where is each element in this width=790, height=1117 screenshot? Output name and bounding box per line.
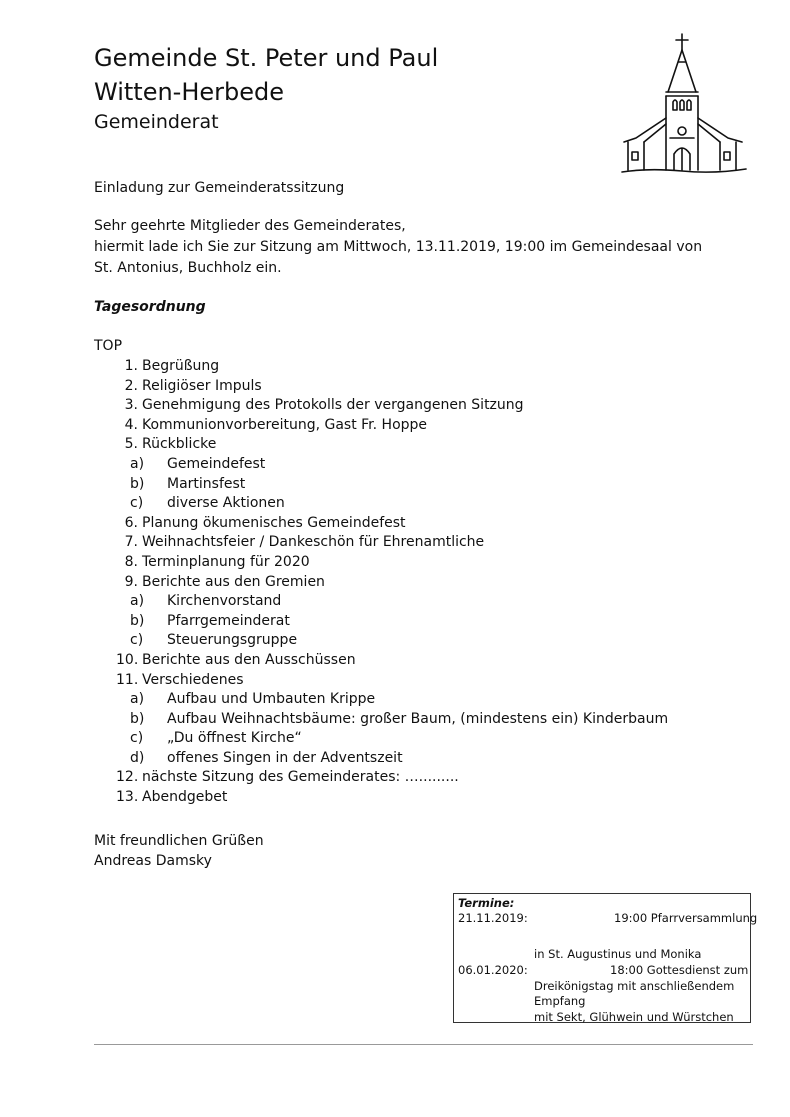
event-time: 19:00 Pfarrversammlung (614, 911, 758, 925)
agenda-subitem (94, 475, 734, 495)
event-detail: Dreikönigstag mit anschließendem (534, 979, 735, 993)
event-detail: Empfang (534, 994, 586, 1008)
agenda-item-text: offenes Singen in der Adventszeit (167, 749, 403, 766)
agenda-item-number: 4. (124, 416, 138, 433)
agenda-subitem (94, 749, 734, 769)
agenda-item (94, 357, 734, 377)
church-icon (618, 30, 750, 180)
agenda-item-text: diverse Aktionen (167, 495, 285, 512)
agenda-item (94, 533, 734, 553)
agenda-heading: Tagesordnung (94, 299, 206, 315)
parish-name: Gemeinde St. Peter und Paul (94, 44, 439, 72)
agenda-list (94, 357, 734, 808)
agenda-item (94, 377, 734, 397)
dates-box (453, 893, 758, 1024)
body-line: St. Antonius, Buchholz ein. (94, 260, 282, 276)
agenda-item-number: 12. (116, 769, 139, 786)
agenda-item-number: d) (130, 749, 145, 766)
agenda-item-number: 5. (124, 436, 138, 453)
event-place: in St. Augustinus und Monika (534, 947, 702, 961)
top-label: TOP (94, 338, 123, 354)
agenda-subitem (94, 710, 734, 730)
agenda-item-number: c) (130, 730, 144, 747)
agenda-subitem (94, 592, 734, 612)
body-line: hiermit lade ich Sie zur Sitzung am Mittwoch, 13.11.2019, 19:00 im Gemeindesaal von (94, 239, 703, 255)
agenda-item (94, 514, 734, 534)
agenda-item-text: Religiöser Impuls (142, 377, 262, 394)
agenda-item-text: Berichte aus den Ausschüssen (142, 651, 356, 668)
agenda-item-number: 13. (116, 789, 139, 806)
agenda-item-number: 1. (124, 358, 138, 374)
agenda-item-number: b) (130, 612, 145, 629)
agenda-item-text: Begrüßung (142, 358, 220, 374)
agenda-item-text: Kommunionvorbereitung, Gast Fr. Hoppe (142, 416, 428, 433)
agenda-item-text: Aufbau und Umbauten Krippe (167, 691, 376, 708)
council-name: Gemeinderat (94, 111, 219, 133)
agenda-subitem (94, 631, 734, 651)
agenda-item-number: 11. (116, 671, 139, 688)
agenda-item (94, 435, 734, 455)
agenda-subitem (94, 729, 734, 749)
agenda-item-text: Abendgebet (142, 789, 228, 806)
agenda-item-number: 7. (124, 534, 138, 551)
agenda-item-text: Weihnachtsfeier / Dankeschön für Ehrenamtliche (142, 534, 485, 551)
agenda-subitem (94, 612, 734, 632)
agenda-item-number: 8. (124, 553, 138, 570)
agenda-item-number: 9. (124, 573, 138, 590)
agenda-item-text: „Du öffnest Kirche“ (167, 730, 302, 747)
agenda-item-number: a) (130, 593, 145, 610)
agenda-item-number: a) (130, 691, 145, 708)
salutation: Sehr geehrte Mitglieder des Gemeinderates, (94, 218, 406, 234)
signer-name: Andreas Damsky (94, 853, 212, 869)
agenda-item-text: Aufbau Weihnachtsbäume: großer Baum, (mindestens ein) Kinderbaum (167, 710, 669, 727)
event-time: 18:00 Gottesdienst zum (610, 963, 749, 977)
agenda-item-number: c) (130, 495, 144, 512)
closing-greeting: Mit freundlichen Grüßen (94, 833, 264, 849)
agenda-item-text: Planung ökumenisches Gemeindefest (142, 514, 406, 531)
agenda-item-text: Gemeindefest (167, 455, 266, 472)
agenda-item-text: Genehmigung des Protokolls der vergangenen Sitzung (142, 397, 524, 414)
invitation-title: Einladung zur Gemeinderatssitzung (94, 180, 345, 196)
agenda-item-number: 3. (124, 397, 138, 414)
agenda-item (94, 671, 734, 691)
agenda-item-text: Steuerungsgruppe (167, 632, 298, 649)
footer-divider (94, 1044, 753, 1045)
agenda-item-number: a) (130, 455, 145, 472)
agenda-item-number: 10. (116, 651, 139, 668)
agenda-item-number: 6. (124, 514, 138, 531)
agenda-item-text: Verschiedenes (142, 671, 244, 688)
agenda-item-number: 2. (124, 377, 138, 394)
agenda-item-number: b) (130, 710, 145, 727)
event-date: 06.01.2020: (458, 963, 528, 977)
agenda-item (94, 416, 734, 436)
parish-location: Witten-Herbede (94, 78, 285, 106)
event-date: 21.11.2019: (458, 911, 528, 925)
agenda-item-text: Terminplanung für 2020 (142, 553, 310, 570)
agenda-item (94, 651, 734, 671)
agenda-item-text: nächste Sitzung des Gemeinderates: …......... (142, 769, 459, 786)
agenda-item (94, 553, 734, 573)
agenda-item-text: Kirchenvorstand (167, 593, 282, 610)
dates-heading: Termine: (458, 896, 515, 910)
agenda-item-number: c) (130, 632, 144, 649)
agenda-item-number: b) (130, 475, 145, 492)
agenda-item (94, 573, 734, 593)
agenda-item (94, 788, 734, 808)
agenda-item-text: Rückblicke (142, 436, 217, 453)
agenda-subitem (94, 690, 734, 710)
agenda-subitem (94, 494, 734, 514)
agenda-item (94, 768, 734, 788)
agenda-subitem (94, 455, 734, 475)
agenda-item-text: Pfarrgemeinderat (167, 612, 290, 629)
agenda-item-text: Martinsfest (167, 475, 246, 492)
agenda-item-text: Berichte aus den Gremien (142, 573, 325, 590)
agenda-item (94, 396, 734, 416)
event-detail: mit Sekt, Glühwein und Würstchen (534, 1010, 734, 1024)
